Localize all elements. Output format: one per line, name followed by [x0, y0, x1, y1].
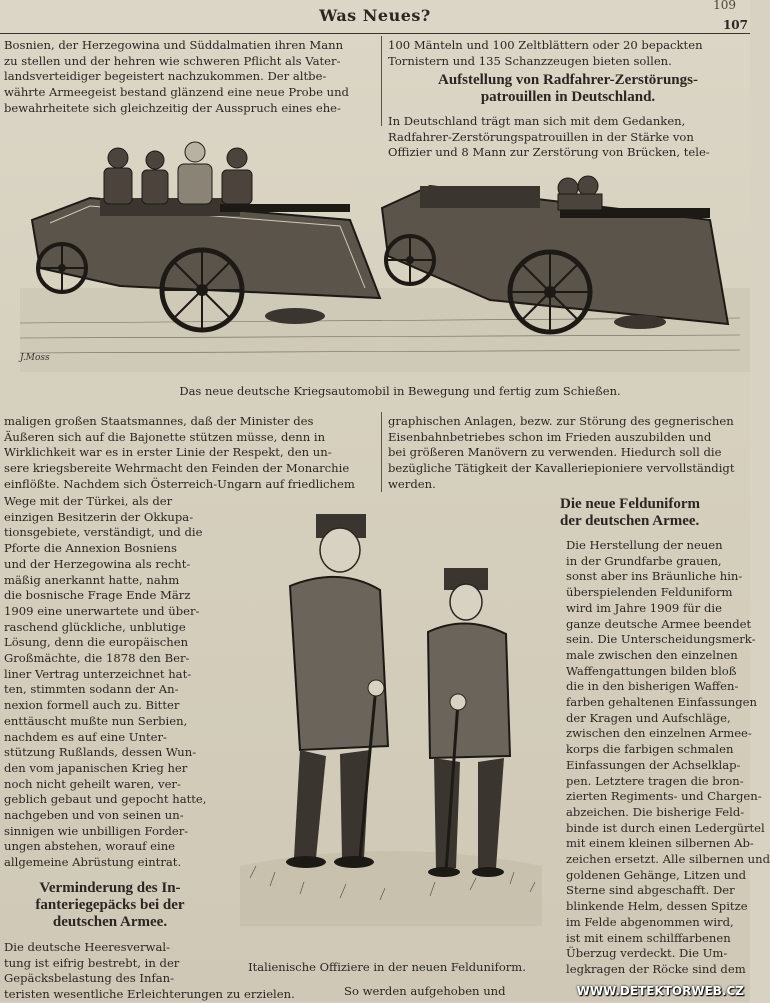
- column-divider: [381, 412, 382, 492]
- text-line: den vom japanischen Krieg her: [4, 760, 188, 775]
- text-line: ist mit einem schilffarbenen: [566, 930, 731, 945]
- text-line: in der Grundfarbe grauen,: [566, 553, 722, 568]
- engraver-signature: J.Moss: [20, 353, 50, 363]
- caption-automobiles: Das neue deutsche Kriegsautomobil in Bewegung und fertig zum Schießen.: [179, 384, 621, 398]
- top-left-paragraph: [4, 38, 376, 117]
- text-line: und der Herzegowina als recht-: [4, 556, 191, 571]
- heading-line: der deutschen Armee.: [560, 513, 700, 529]
- text-line: die in den bisherigen Waffen-: [566, 679, 739, 694]
- text-line: Waffengattungen bilden bloß: [566, 663, 737, 678]
- text-line: Die deutsche Heeresverwal-: [4, 940, 171, 954]
- text-line: nexion formell auch zu. Bitter: [4, 698, 180, 713]
- text-line: währte Armeegeist bestand glänzend eine neue Probe und: [4, 85, 349, 100]
- text-line: 100 Mänteln und 100 Zeltblättern oder 20 bepackten: [388, 38, 703, 52]
- war-automobiles-illustration: [20, 128, 750, 372]
- text-line: Offizier und 8 Mann zur Zerstörung von Brücken, tele-: [388, 145, 710, 160]
- caption-officers: Italienische Offiziere in der neuen Felduniform.: [248, 960, 526, 974]
- text-line: noch nicht geheilt waren, ver-: [4, 776, 181, 791]
- text-line: In Deutschland trägt man sich mit dem Gedanken,: [388, 114, 686, 128]
- text-line: überspielenden Felduniform: [566, 585, 733, 600]
- text-line: mäßig anerkannt hatte, nahm: [4, 572, 180, 587]
- text-line: zu stellen und der hehren wie schweren Pflicht als Vater-: [4, 53, 341, 68]
- heading-line: Aufstellung von Radfahrer-Zerstörungs-: [437, 72, 698, 88]
- text-line: Die Herstellung der neuen: [566, 538, 723, 552]
- mid-right-paragraph: [388, 414, 750, 493]
- right-column-paragraph: [566, 538, 770, 978]
- text-line: ganze deutsche Armee beendet: [566, 616, 752, 631]
- text-line: binde ist durch einen Ledergürtel: [566, 820, 765, 835]
- page-number: 107: [722, 18, 748, 32]
- text-line: Sterne sind abgeschafft. Der: [566, 883, 735, 898]
- heading-felduniform: [560, 496, 750, 530]
- heading-radfahrer: [386, 72, 750, 106]
- text-line: blinkende Helm, dessen Spitze: [566, 899, 748, 914]
- page-header: [0, 0, 750, 34]
- text-line: So werden aufgehoben und: [344, 984, 506, 998]
- heading-infanterie: [4, 880, 216, 931]
- text-line: allgemeine Abrüstung eintrat.: [4, 855, 182, 870]
- mid-left-paragraph: [4, 414, 378, 493]
- watermark: WWW.DETEKTORWEB.CZ: [576, 984, 744, 998]
- page-number-faded: 109: [713, 0, 736, 12]
- page-title: Was Neues?: [319, 6, 431, 25]
- text-line: ten, stimmten sodann der An-: [4, 682, 179, 697]
- text-line: abzeichen. Die bisherige Feld-: [566, 804, 745, 819]
- text-line: Äußeren sich auf die Bajonette stützen müsse, denn in: [4, 429, 326, 444]
- text-line: sein. Die Unterscheidungsmerk-: [566, 632, 756, 647]
- text-line: 1909 eine unerwartete und über-: [4, 603, 200, 618]
- bottom-fragment: [344, 984, 554, 1000]
- text-line: Wege mit der Türkei, als der: [4, 494, 173, 508]
- text-line: nachgeben und von seinen un-: [4, 808, 184, 823]
- text-line: goldenen Gehänge, Litzen und: [566, 867, 747, 882]
- text-line: Radfahrer-Zerstörungspatrouillen in der Stärke von: [388, 129, 694, 144]
- text-line: geblich gebaut und gepocht hatte,: [4, 792, 207, 807]
- text-line: bezügliche Tätigkeit der Kavalleriepioniere vervollständigt: [388, 461, 735, 476]
- text-line: ungen abstehen, worauf eine: [4, 839, 176, 854]
- text-line: landsverteidiger begeistert nachzukommen. Der altbe-: [4, 69, 327, 84]
- text-line: Wirklichkeit war es in erster Linie der Respekt, den un-: [4, 445, 332, 460]
- text-line: der Kragen und Aufschläge,: [566, 710, 731, 725]
- text-line: sonst aber ins Bräunliche hin-: [566, 569, 743, 584]
- heading-line: patrouillen in Deutschland.: [480, 89, 656, 105]
- text-line: bei größeren Manövern zu verwenden. Hiedurch soll die: [388, 445, 722, 460]
- text-line: Einfassungen der Achselklap-: [566, 757, 741, 772]
- text-line: Bosnien, der Herzegowina und Süddalmatien ihren Mann: [4, 38, 344, 52]
- text-line: Pforte die Annexion Bosniens: [4, 541, 177, 556]
- text-line: nachdem es auf eine Unter-: [4, 729, 167, 744]
- text-line: male zwischen den einzelnen: [566, 647, 738, 662]
- heading-line: fanteriegepäcks bei der: [35, 897, 185, 913]
- text-line: teristen wesentliche Erleichterungen zu erzielen.: [4, 987, 295, 1002]
- text-line: mit einem kleinen silbernen Ab-: [566, 836, 754, 851]
- text-line: Eisenbahnbetriebes schon im Frieden auszubilden und: [388, 429, 712, 444]
- text-line: werden.: [388, 476, 436, 491]
- text-line: legkragen der Röcke sind dem: [566, 961, 746, 976]
- heading-line: Die neue Felduniform: [560, 496, 700, 512]
- column-divider: [381, 36, 382, 126]
- text-line: einflößte. Nachdem sich Österreich-Ungarn auf friedlichem: [4, 476, 355, 491]
- text-line: sere kriegsbereite Wehrmacht den Feinden der Monarchie: [4, 461, 350, 476]
- text-line: wird im Jahre 1909 für die: [566, 600, 722, 615]
- text-line: einzigen Besitzerin der Okkupa-: [4, 509, 194, 524]
- text-line: zierten Regiments- und Chargen-: [566, 789, 762, 804]
- text-line: stützung Rußlands, dessen Wun-: [4, 745, 197, 760]
- text-line: zeichen ersetzt. Alle silbernen und: [566, 852, 770, 867]
- text-line: graphischen Anlagen, bezw. zur Störung des gegnerischen: [388, 414, 734, 428]
- infanterie-paragraph: [4, 940, 295, 1003]
- text-line: farben gehaltenen Einfassungen: [566, 695, 757, 710]
- text-line: liner Vertrag unterzeichnet hat-: [4, 666, 192, 681]
- text-line: enttäuscht mußte nun Serbien,: [4, 713, 188, 728]
- text-line: tionsgebiete, verständigt, und die: [4, 525, 203, 540]
- short-officer: [428, 568, 510, 877]
- text-line: Überzug verdeckt. Die Um-: [566, 946, 728, 961]
- text-line: Tornistern und 135 Schanzzeugen bieten sollen.: [388, 53, 672, 68]
- text-line: Lösung, denn die europäischen: [4, 635, 189, 650]
- text-line: tung ist eifrig bestrebt, in der: [4, 955, 180, 970]
- text-line: im Felde abgenommen wird,: [566, 914, 734, 929]
- text-line: die bosnische Frage Ende März: [4, 588, 191, 603]
- text-line: Gepäcksbelastung des Infan-: [4, 971, 175, 986]
- text-line: maligen großen Staatsmannes, daß der Minister des: [4, 414, 314, 428]
- text-line: bewahrheitete sich gleichzeitig der Ausspruch eines ehe-: [4, 100, 341, 115]
- left-column-paragraph: [4, 494, 216, 871]
- text-line: Großmächte, die 1878 den Ber-: [4, 651, 190, 666]
- top-right-paragraph: [388, 38, 750, 69]
- heading-line: Verminderung des In-: [39, 880, 181, 896]
- heading-line: deutschen Armee.: [52, 914, 168, 930]
- tall-officer: [286, 514, 388, 868]
- text-line: zwischen den einzelnen Armee-: [566, 726, 752, 741]
- text-line: sinnigen wie unbilligen Forder-: [4, 823, 189, 838]
- text-line: raschend glückliche, unblutige: [4, 619, 186, 634]
- text-line: pen. Letztere tragen die bron-: [566, 773, 744, 788]
- text-line: korps die farbigen schmalen: [566, 742, 734, 757]
- italian-officers-illustration: [230, 506, 552, 956]
